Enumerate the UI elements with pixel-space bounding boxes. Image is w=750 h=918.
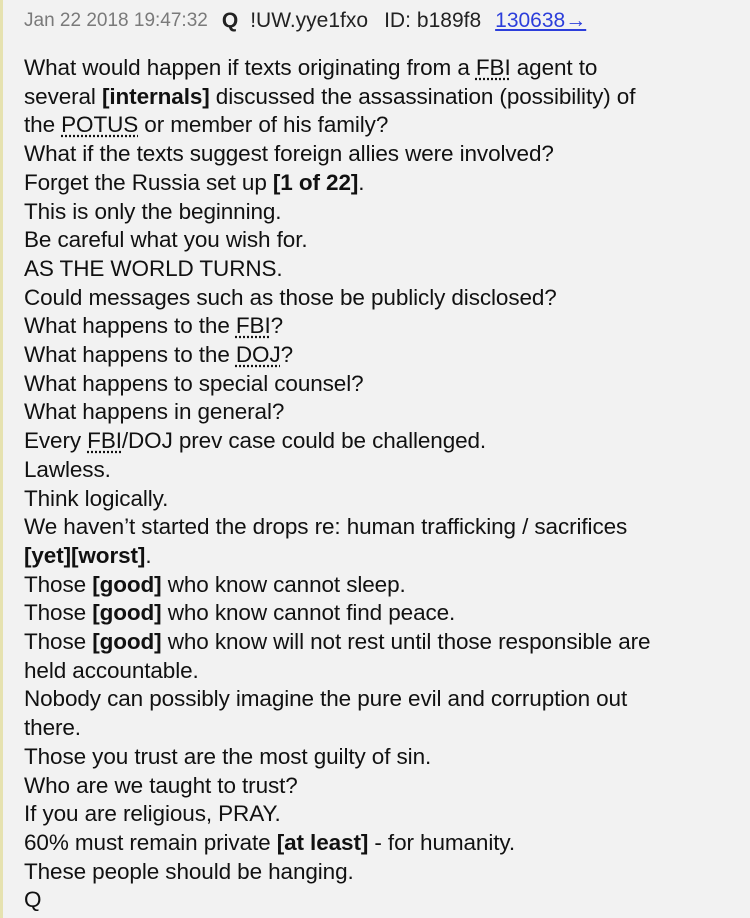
abbreviation-doj[interactable]: DOJ xyxy=(235,342,281,368)
line-text: What happens to the xyxy=(24,342,236,368)
post-line xyxy=(24,829,729,858)
poster-name: Q xyxy=(221,9,239,32)
line-text: who know will not rest until those responsible are xyxy=(161,629,651,655)
abbreviation-fbi[interactable]: FBI xyxy=(475,55,511,80)
reply-link[interactable]: 130638→ xyxy=(495,9,587,32)
post-line: What happens in general? xyxy=(24,399,285,425)
post-line xyxy=(24,427,729,456)
post-line xyxy=(24,628,729,657)
bold-text: [good] xyxy=(92,629,162,655)
line-text: ? xyxy=(280,342,294,368)
line-text: Forget the Russia set up xyxy=(24,169,273,195)
line-text: Every xyxy=(24,428,88,454)
bold-text: [good] xyxy=(92,571,162,597)
bold-text: [good] xyxy=(92,600,162,626)
line-text: who know cannot sleep. xyxy=(161,571,406,597)
line-text: /DOJ prev case could be challenged. xyxy=(121,428,487,454)
post-line: Lawless. xyxy=(24,456,111,482)
line-text: agent to xyxy=(510,55,598,80)
post-line xyxy=(24,341,729,370)
post-line: Nobody can possibly imagine the pure evil and corruption out xyxy=(24,686,628,712)
line-text: Those xyxy=(24,600,93,626)
bold-text: [1 of 22] xyxy=(272,169,359,195)
line-text: several xyxy=(24,83,102,109)
line-text: What would happen if texts originating from a xyxy=(24,55,476,80)
post-line xyxy=(24,542,729,571)
post-date: Jan 22 2018 19:47:32 xyxy=(24,10,208,31)
abbreviation-potus[interactable]: POTUS xyxy=(61,112,139,138)
post-line: Those you trust are the most guilty of sin. xyxy=(24,743,432,769)
line-text: . xyxy=(358,169,365,195)
post-line: there. xyxy=(24,715,81,741)
post-line: Think logically. xyxy=(24,485,169,511)
post-line xyxy=(24,169,729,198)
post-line xyxy=(24,571,729,600)
line-text: discussed the assassination (possibility) of xyxy=(209,83,636,109)
post-line: held accountable. xyxy=(24,657,199,683)
line-text: or member of his family? xyxy=(138,112,389,138)
post-line: Be careful what you wish for. xyxy=(24,227,308,253)
line-text: ? xyxy=(270,313,284,339)
post-line: We haven’t started the drops re: human trafficking / sacrifices xyxy=(24,514,628,540)
post-body xyxy=(24,54,729,915)
line-text: Those xyxy=(24,571,93,597)
line-text: What happens to the xyxy=(24,313,236,339)
poster-tripcode: !UW.yye1fxo xyxy=(250,9,369,32)
line-text: Those xyxy=(24,629,93,655)
post-line xyxy=(24,54,729,83)
line-text: . xyxy=(145,542,152,568)
post-line: What happens to special counsel? xyxy=(24,370,364,396)
abbreviation-fbi[interactable]: FBI xyxy=(87,428,122,454)
line-text: who know cannot find peace. xyxy=(161,600,456,626)
post-line xyxy=(24,599,729,628)
post-line: AS THE WORLD TURNS. xyxy=(24,255,283,281)
post-line: If you are religious, PRAY. xyxy=(24,801,281,827)
bold-text: [yet][worst] xyxy=(24,542,146,568)
post-line: Could messages such as those be publicly disclosed? xyxy=(24,284,557,310)
post-line: What if the texts suggest foreign allies were involved? xyxy=(24,141,554,167)
line-text: - for humanity. xyxy=(368,829,516,855)
post-line: These people should be hanging. xyxy=(24,858,354,884)
post-line xyxy=(24,312,729,341)
post-line xyxy=(24,111,729,140)
bold-text: [internals] xyxy=(101,83,210,109)
post-line xyxy=(24,83,729,112)
bold-text: [at least] xyxy=(276,829,369,855)
post-header xyxy=(24,6,586,36)
post-line: This is only the beginning. xyxy=(24,198,282,224)
poster-id-label: ID: xyxy=(384,9,411,32)
abbreviation-fbi[interactable]: FBI xyxy=(235,313,271,339)
poster-id[interactable]: b189f8 xyxy=(416,9,482,32)
line-text: the xyxy=(24,112,62,138)
post-signature: Q xyxy=(24,887,42,913)
line-text: 60% must remain private xyxy=(24,829,277,855)
post-line: Who are we taught to trust? xyxy=(24,772,298,798)
